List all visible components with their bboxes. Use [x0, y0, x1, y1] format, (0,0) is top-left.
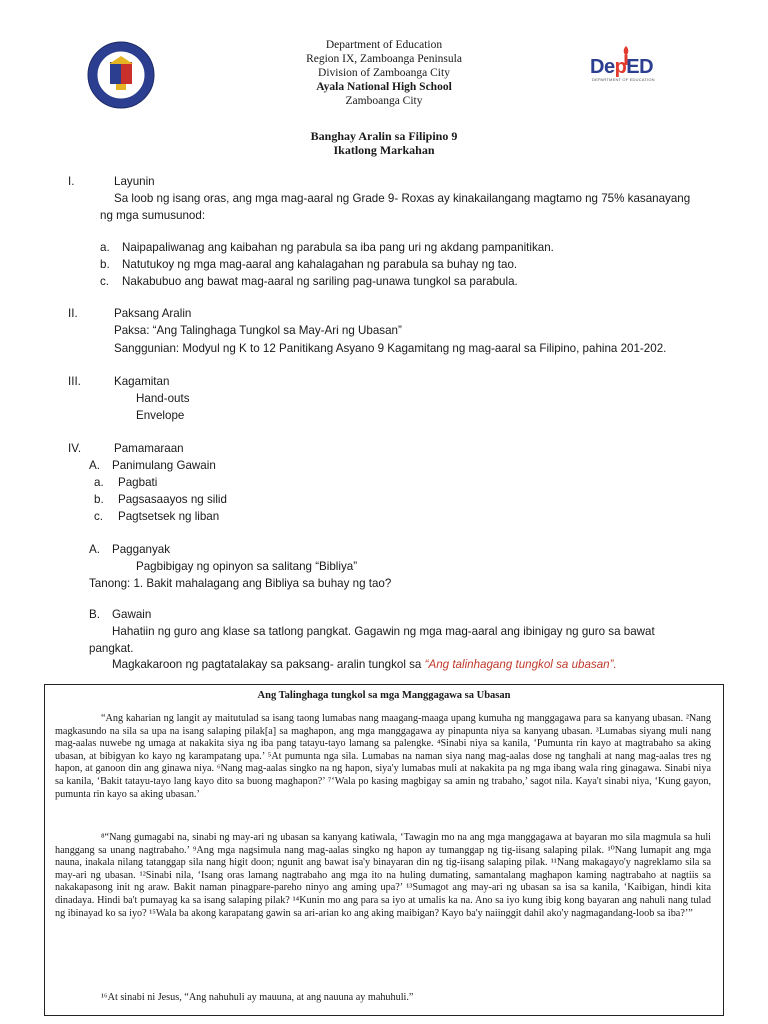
reading-paragraph-3 — [55, 992, 711, 1005]
material-item-2: Envelope — [136, 409, 185, 422]
gawain-text-line-3 — [112, 657, 617, 672]
gawain-discussion-topic: “Ang talinhagang tungkol sa ubasan”. — [424, 658, 617, 671]
activity-b-letter: b. — [94, 493, 104, 506]
objective-b-text: Natutukoy ng mga mag-aaral ang kahalagahan ng parabula sa buhay ng tao. — [122, 258, 518, 271]
deped-logo-subtitle: DEPARTMENT OF EDUCATION — [592, 77, 655, 82]
section-4-heading: Pamamaraan — [114, 442, 184, 455]
pagganyak-letter: A. — [89, 543, 100, 556]
material-item-1: Hand-outs — [136, 392, 190, 405]
reading-paragraph-1-text: “Ang kaharian ng langit ay maitutulad sa isang taong lumabas nang maagang-maaga upang kumuha ng manggagawa para sa kanyang ubasan. ²Nang magkasundo na sila sa upa na isang salaping pilak[a] sa maghapon, ang mga manggagawa ay pinapunta niya sa kanyang ubasan. ³Lumabas siyang muli nang mag-aalas nuwebe ng umaga at nakakita siya ng iba pang tatayu-tayo lamang sa palengke. ⁴Sinabi niya sa kanila, ‘Pumunta rin kayo at magtrabaho sa aking ubasan, at bibigyan ko kayo ng karampatang upa.’ ⁵At pumunta nga sila. Lumabas na naman siya nang mag-aalas dose ng tanghali at nang mag-aalas tres ng hapon, at ganoon din ang ginawa niya. ⁶Nang mag-aalas singko na ng hapon, siya'y lumabas muli at nakakita pa ng mga ibang wala ring ginagawa. Sinabi niya sa kanila, ‘Bakit tatayu-tayo lang kayo dito sa buong maghapon?’ ⁷‘Wala po kasing magbigay sa amin ng trabaho,’ sagot nila. Kaya't sinabi niya, ‘Kung gayon, pumunta rin kayo sa aking ubasan.’ — [55, 713, 711, 800]
subsection-a-letter: A. — [89, 459, 100, 472]
section-1-number: I. — [68, 175, 75, 188]
header-school: Ayala National High School — [316, 81, 452, 93]
activity-a-letter: a. — [94, 476, 104, 489]
header-city: Zamboanga City — [345, 95, 423, 107]
section-1-intro-line-2: ng mga sumusunod: — [100, 209, 206, 222]
section-2-sanggunian: Sanggunian: Modyul ng K to 12 Panitikang Asyano 9 Kagamitang ng mag-aaral sa Filipino, pahina 201-202. — [114, 342, 667, 355]
section-2-heading: Paksang Aralin — [114, 307, 192, 320]
title-line-2: Ikatlong Markahan — [333, 143, 435, 157]
header-region: Region IX, Zamboanga Peninsula — [306, 53, 462, 65]
activity-c-text: Pagtsetsek ng liban — [118, 510, 220, 523]
pagganyak-question: Tanong: 1. Bakit mahalagang ang Bibliya sa buhay ng tao? — [89, 577, 392, 590]
pagganyak-heading: Pagganyak — [112, 543, 171, 556]
section-4-number: IV. — [68, 442, 82, 455]
reading-paragraph-1 — [55, 713, 711, 801]
title-line-1: Banghay Aralin sa Filipino 9 — [310, 129, 458, 143]
reading-title: Ang Talinghaga tungkol sa mga Manggagawa sa Ubasan — [257, 690, 511, 701]
activity-b-text: Pagsasaayos ng silid — [118, 493, 227, 506]
gawain-text-line-1: Hahatiin ng guro ang klase sa tatlong pangkat. Gagawin ng mga mag-aaral ang ibinigay ng guro sa bawat — [112, 625, 655, 638]
header-division: Division of Zamboanga City — [318, 67, 450, 79]
lesson-plan-title — [0, 129, 768, 157]
reading-paragraph-2-text: ⁸“Nang gumagabi na, sinabi ng may-ari ng ubasan sa kanyang katiwala, ‘Tawagin mo na ang mga manggagawa at bayaran mo sila magmula sa huli hanggang sa unang nagtrabaho.’ ⁹Ang mga nagsimula nang mag-aalas singko ng hapon ay tumanggap ng tig-iisang salaping pilak. ¹⁰Nang lumapit ang mga nauna, inakala nilang tatanggap sila nang higit doon; ngunit ang bawat isa'y binayaran din ng tig-iisang salaping pilak. ¹¹Nang makagayo'y nagreklamo sila sa may-ari ng ubasan. ¹²Sinabi nila, ‘Isang oras lamang nagtrabaho ang mga ito na huling dumating, samantalang maghapon kaming nagtrabaho at nagtiis sa nakakapasong init ng araw. Bakit naman pinagpare-pareho ninyo ang aming upa?’ ¹³Sumagot ang may-ari ng ubasan sa isa sa kanila, ‘Kaibigan, hindi kita dinadaya. Hindi ba't pumayag ka sa isang salaping pilak? ¹⁴Kunin mo ang para sa iyo at umalis ka na. Ano sa iyo kung ibig kong bayaran ang nahuli nang tulad ng ibinayad ko sa iyo? ¹⁵Wala ba akong karapatang gawin sa ari-arian ko ang aking maibigan? Kayo ba'y naiinggit dahil ako'y nagmagandang-loob sa iba?’” — [55, 832, 711, 919]
activity-a-text: Pagbati — [118, 476, 158, 489]
deped-logo: DepED DEPARTMENT OF EDUCATION — [590, 44, 674, 84]
subsection-a-heading: Panimulang Gawain — [112, 459, 216, 472]
section-1-intro-line-1: Sa loob ng isang oras, ang mga mag-aaral ng Grade 9- Roxas ay kinakailangang magtamo ng 75% kasanayang — [114, 192, 691, 205]
objective-c-letter: c. — [100, 275, 110, 288]
activity-c-letter: c. — [94, 510, 104, 523]
objective-c-text: Nakabubuo ang bawat mag-aaral ng sariling pag-unawa tungkol sa parabula. — [122, 275, 518, 288]
gawain-heading: Gawain — [112, 608, 152, 621]
reading-paragraph-2 — [55, 832, 711, 920]
header-department: Department of Education — [325, 39, 443, 51]
section-2-paksa: Paksa: “Ang Talinghaga Tungkol sa May-Ari ng Ubasan” — [114, 324, 402, 337]
gawain-letter: B. — [89, 608, 100, 621]
gawain-discussion-text: Magkakaroon ng pagtatalakay sa paksang- aralin tungkol sa — [112, 658, 422, 671]
section-3-heading: Kagamitan — [114, 375, 170, 388]
objective-a-text: Naipapaliwanag ang kaibahan ng parabula sa iba pang uri ng akdang pampanitikan. — [122, 241, 554, 254]
section-1-heading: Layunin — [114, 175, 155, 188]
objective-a-letter: a. — [100, 241, 110, 254]
reading-paragraph-3-text: ¹⁶At sinabi ni Jesus, “Ang nahuhuli ay mauuna, at ang nauuna ay mahuhuli.” — [101, 992, 414, 1003]
pagganyak-text: Pagbibigay ng opinyon sa salitang “Bibliya” — [136, 560, 358, 573]
section-2-number: II. — [68, 307, 78, 320]
section-3-number: III. — [68, 375, 81, 388]
gawain-text-line-2: pangkat. — [89, 642, 134, 655]
objective-b-letter: b. — [100, 258, 110, 271]
reading-passage-box — [44, 684, 724, 1016]
